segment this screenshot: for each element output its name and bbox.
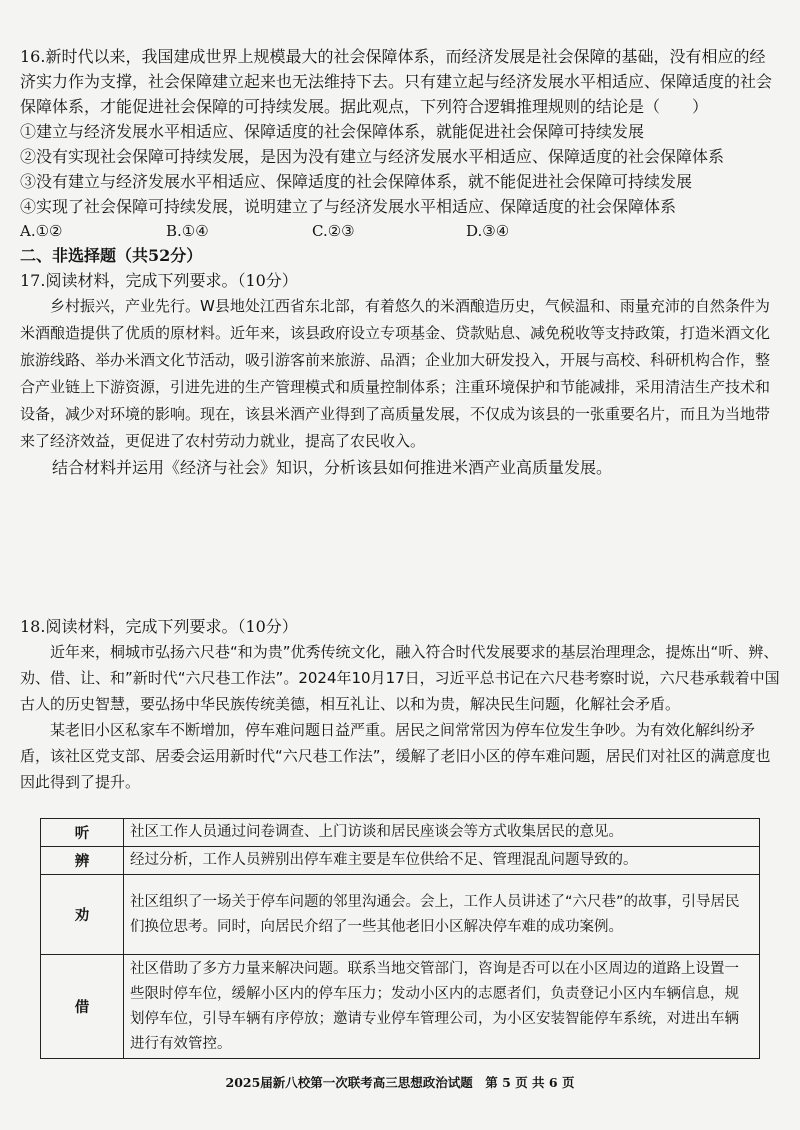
- table-row: [41, 819, 760, 847]
- choice-b: B.①④: [166, 222, 209, 240]
- table-key: 借: [41, 955, 124, 1059]
- table-text: 社区工作人员通过问卷调查、上门访谈和居民座谈会等方式收集居民的意见。: [124, 819, 760, 847]
- table-key: 劝: [41, 875, 124, 955]
- table-row: [41, 955, 760, 1059]
- table-row: [41, 847, 760, 875]
- page-footer: 2025届新八校第一次联考高三思想政治试题 第 5 页 共 6 页: [225, 1075, 575, 1090]
- question-16-option-3: ③没有建立与经济发展水平相适应、保障适度的社会保障体系，就不能促进社会保障可持续发展: [20, 172, 693, 191]
- table-text: 社区组织了一场关于停车问题的邻里沟通会。会上，工作人员讲述了“六尺巷”的故事，引导居民们换位思考。同时，向居民介绍了一些其他老旧小区解决停车难的成功案例。: [124, 875, 760, 955]
- question-16-stem: 16.新时代以来，我国建成世界上规模最大的社会保障体系，而经济发展是社会保障的基础，没有相应的经济实力作为支撑，社会保障建立起来也无法维持下去。只有建立起与经济发展水平相适应、保障适度的社会保障体系，才能促进社会保障的可持续发展。据此观点，下列符合逻辑推理规则的结论是（ ）: [20, 47, 773, 116]
- table-row: [41, 875, 760, 955]
- question-18-material-2: 某老旧小区私家车不断增加，停车难问题日益严重。居民之间常常因为停车位发生争吵。为有效化解纠纷矛盾，该社区党支部、居委会运用新时代“六尺巷工作法”，缓解了老旧小区的停车难问题，居民们对社区的满意度也因此得到了提升。: [20, 721, 771, 791]
- question-16-option-1: ①建立与经济发展水平相适应、保障适度的社会保障体系，就能促进社会保障可持续发展: [20, 122, 645, 141]
- table-text: 经过分析，工作人员辨别出停车难主要是车位供给不足、管理混乱问题导致的。: [124, 847, 760, 875]
- table-key: 辨: [41, 847, 124, 875]
- question-16-option-4: ④实现了社会保障可持续发展，说明建立了与经济发展水平相适应、保障适度的社会保障体系: [20, 197, 677, 216]
- six-foot-alley-method-table: [40, 818, 760, 1059]
- question-18-title: 18.阅读材料，完成下列要求。（10分）: [20, 617, 298, 636]
- question-17-task: 结合材料并运用《经济与社会》知识，分析该县如何推进米酒产业高质量发展。: [52, 458, 613, 477]
- question-16-choices: [20, 219, 780, 243]
- question-16: [20, 44, 780, 480]
- table-key: 听: [41, 819, 124, 847]
- choice-c: C.②③: [312, 222, 355, 240]
- question-18-material-1: 近年来，桐城市弘扬六尺巷“和为贵”优秀传统文化，融入符合时代发展要求的基层治理理念，提炼出“听、辨、劝、借、让、和”新时代“六尺巷工作法”。2024年10月17日，习近平总书记在六尺巷考察时说，六尺巷承载着中国古人的历史智慧，要弘扬中华民族传统美德，相互礼让、以和为贵，解决民生问题，化解社会矛盾。: [20, 643, 780, 713]
- question-16-option-2: ②没有实现社会保障可持续发展，是因为没有建立与经济发展水平相适应、保障适度的社会保障体系: [20, 147, 725, 166]
- section-heading: 二、非选择题（共52分）: [20, 246, 203, 265]
- choice-d: D.③④: [466, 222, 510, 240]
- question-18: [20, 614, 780, 795]
- question-17-material: 乡村振兴，产业先行。W县地处江西省东北部，有着悠久的米酒酿造历史，气候温和、雨量充沛的自然条件为米酒酿造提供了优质的原材料。近年来，该县政府设立专项基金、贷款贴息、减免税收等支持政策，打造米酒文化旅游线路、举办米酒文化节活动，吸引游客前来旅游、品酒；企业加大研发投入，开展与高校、科研机构合作，整合产业链上下游资源，引进先进的生产管理模式和质量控制体系；注重环境保护和节能减排，采用清洁生产技术和设备，减少对环境的影响。现在，该县米酒产业得到了高质量发展，不仅成为该县的一张重要名片，而且为当地带来了经济效益，更促进了农村劳动力就业，提高了农民收入。: [20, 297, 771, 450]
- question-17-title: 17.阅读材料，完成下列要求。（10分）: [20, 271, 298, 290]
- table-text: 社区借助了多方力量来解决问题。联系当地交管部门，咨询是否可以在小区周边的道路上设置一些限时停车位，缓解小区内的停车压力；发动小区内的志愿者们，负责登记小区内车辆信息，规划停车位，引导车辆有序停放；邀请专业停车管理公司，为小区安装智能停车系统，对进出车辆进行有效管控。: [124, 955, 760, 1059]
- choice-a: A.①②: [20, 222, 63, 240]
